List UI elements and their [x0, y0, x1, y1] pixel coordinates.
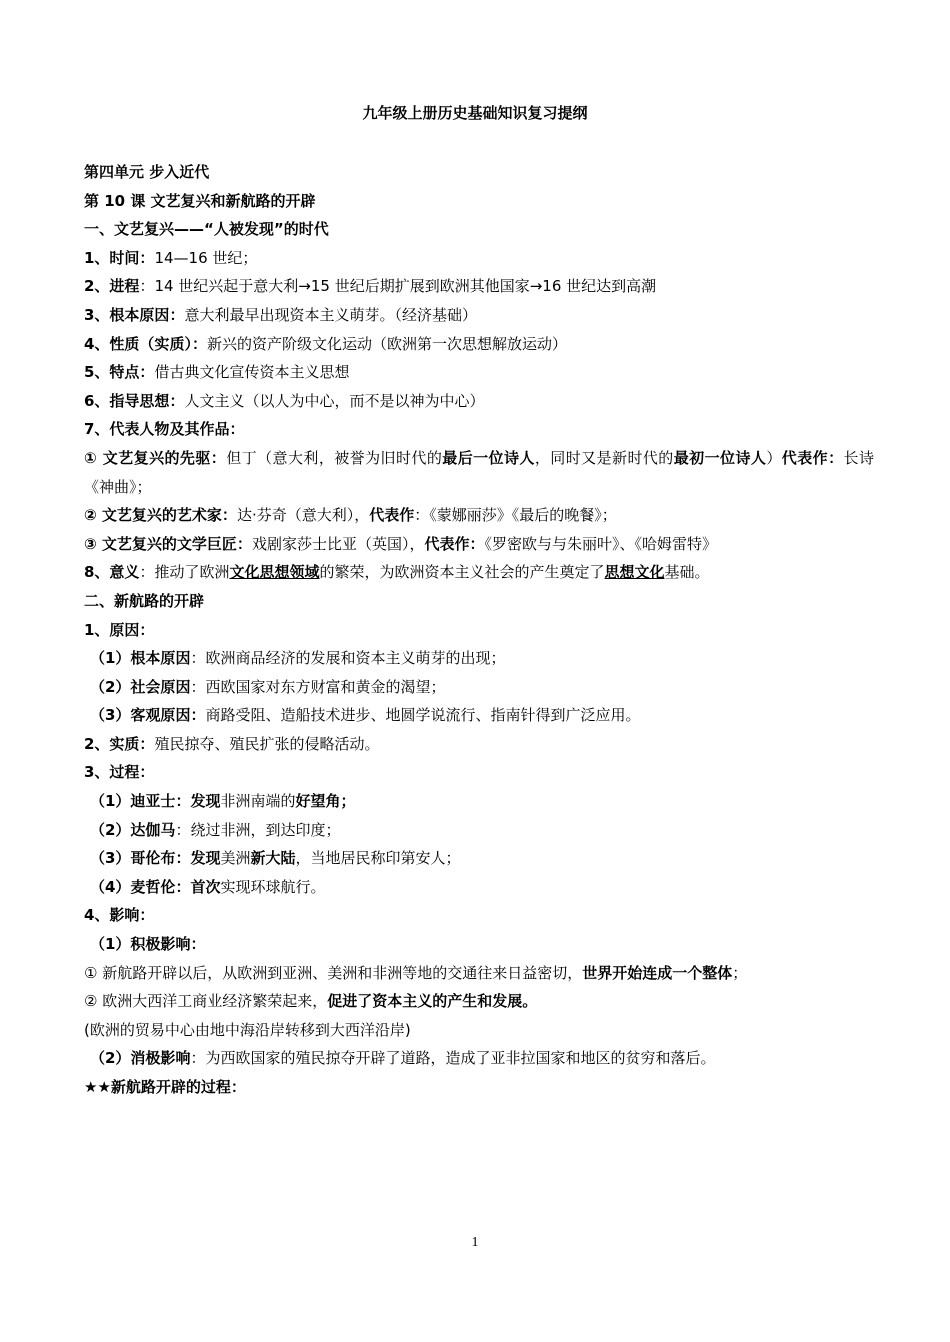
figure-da-vinci: ② 文艺复兴的艺术家：达·芬奇（意大利），代表作：《蒙娜丽莎》《最后的晚餐》； — [84, 506, 617, 525]
unit-heading: 第四单元 步入近代 — [84, 163, 210, 181]
lesson-heading: 第 10 课 文艺复兴和新航路的开辟 — [84, 191, 316, 210]
routes-essence: 2、实质：殖民掠夺、殖民扩张的侵略活动。 — [84, 734, 380, 753]
renaissance-time: 1、时间：14—16 世纪； — [84, 248, 258, 267]
renaissance-process: 2、进程：14 世纪兴起于意大利→15 世纪后期扩展到欧洲其他国家→16 世纪达到高潮 — [84, 277, 657, 296]
routes-cause-heading: 1、原因： — [84, 620, 155, 639]
renaissance-nature: 4、性质（实质）：新兴的资产阶级文化运动（欧洲第一次思想解放运动） — [84, 334, 567, 353]
figure-dante: ① 文艺复兴的先驱：但丁（意大利，被誉为旧时代的最后一位诗人，同时又是新时代的最初一位诗人）代表作：长诗《神曲》； — [84, 448, 874, 496]
impact-positive-heading: （1）积极影响： — [90, 935, 206, 954]
routes-cause-1: （1）根本原因：欧洲商品经济的发展和资本主义萌芽的出现； — [90, 649, 506, 668]
routes-process-star-heading: ★★新航路开辟的过程： — [84, 1078, 246, 1096]
routes-process-heading: 3、过程： — [84, 763, 155, 782]
impact-positive-2: ② 欧洲大西洋工商业经济繁荣起来，促进了资本主义的产生和发展。 — [84, 992, 538, 1011]
section-renaissance-heading: 一、文艺复兴——“人被发现”的时代 — [84, 220, 329, 239]
process-magellan: （4）麦哲伦：首次实现环球航行。 — [90, 877, 326, 896]
routes-cause-3: （3）客观原因：商路受阻、造船技术进步、地圆学说流行、指南针得到广泛应用。 — [90, 706, 641, 725]
renaissance-feature: 5、特点：借古典文化宣传资本主义思想 — [84, 363, 350, 382]
impact-positive-1: ① 新航路开辟以后，从欧洲到亚洲、美洲和非洲等地的交通往来日益密切，世界开始连成一个整体； — [84, 963, 748, 982]
page-number: 1 — [471, 1235, 479, 1250]
section-new-routes-heading: 二、新航路的开辟 — [84, 591, 205, 610]
routes-impact-heading: 4、影响： — [84, 906, 155, 925]
impact-note: (欧洲的贸易中心由地中海沿岸转移到大西洋沿岸) — [84, 1020, 411, 1039]
renaissance-significance: 8、意义：推动了欧洲文化思想领域的繁荣，为欧洲资本主义社会的产生奠定了思想文化基础。 — [84, 563, 710, 582]
process-dias: （1）迪亚士：发现非洲南端的好望角； — [90, 792, 356, 811]
document-body — [84, 158, 874, 1102]
process-columbus: （3）哥伦布：发现美洲新大陆，当地居民称印第安人； — [90, 849, 461, 868]
renaissance-thought: 6、指导思想：人文主义（以人为中心，而不是以神为中心） — [84, 391, 485, 410]
process-da-gama: （2）达伽马：绕过非洲，到达印度； — [90, 820, 341, 839]
renaissance-cause: 3、根本原因：意大利最早出现资本主义萌芽。（经济基础） — [84, 305, 477, 324]
routes-cause-2: （2）社会原因：西欧国家对东方财富和黄金的渴望； — [90, 677, 446, 696]
renaissance-figures-heading: 7、代表人物及其作品： — [84, 420, 245, 439]
figure-shakespeare: ③ 文艺复兴的文学巨匠：戏剧家莎士比亚（英国），代表作：《罗密欧与与朱丽叶》、《哈姆雷特》 — [84, 534, 717, 553]
impact-negative: （2）消极影响：为西欧国家的殖民掠夺开辟了道路，造成了亚非拉国家和地区的贫穷和落后。 — [90, 1049, 716, 1068]
document-title: 九年级上册历史基础知识复习提纲 — [362, 104, 588, 122]
